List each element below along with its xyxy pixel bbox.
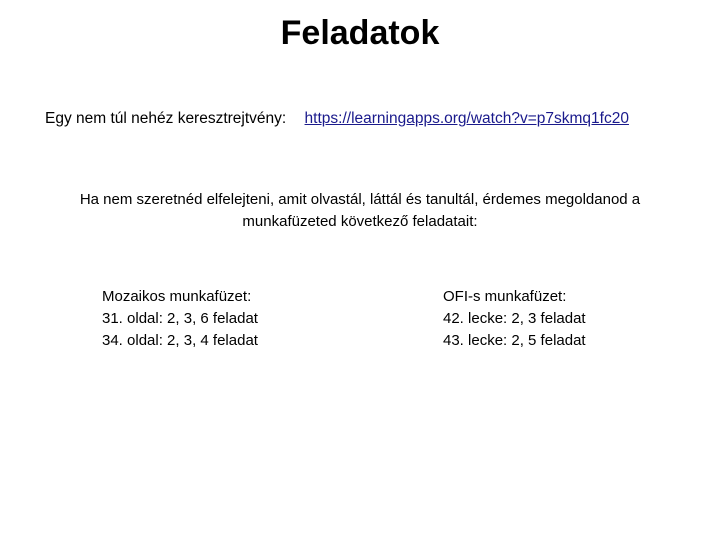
crossword-link[interactable]: https://learningapps.org/watch?v=p7skmq1fc20 xyxy=(304,110,629,127)
ofi-heading: OFI-s munkafüzet: xyxy=(443,288,567,305)
crossword-row xyxy=(45,110,629,128)
page-title: Feladatok xyxy=(280,14,440,52)
ofi-workbook xyxy=(443,286,586,352)
mozaik-heading: Mozaikos munkafüzet: xyxy=(102,288,252,305)
intro-text: Ha nem szeretnéd elfelejteni, amit olvastál, láttál és tanultál, érdemes megoldanod a munkafüzeted következő feladatait: xyxy=(79,191,641,230)
mozaik-line: 34. oldal: 2, 3, 4 feladat xyxy=(102,332,258,349)
crossword-label: Egy nem túl nehéz keresztrejtvény: xyxy=(45,110,287,127)
ofi-line: 42. lecke: 2, 3 feladat xyxy=(443,310,586,327)
ofi-line: 43. lecke: 2, 5 feladat xyxy=(443,332,586,349)
mozaik-workbook xyxy=(102,286,258,352)
mozaik-line: 31. oldal: 2, 3, 6 feladat xyxy=(102,310,258,327)
